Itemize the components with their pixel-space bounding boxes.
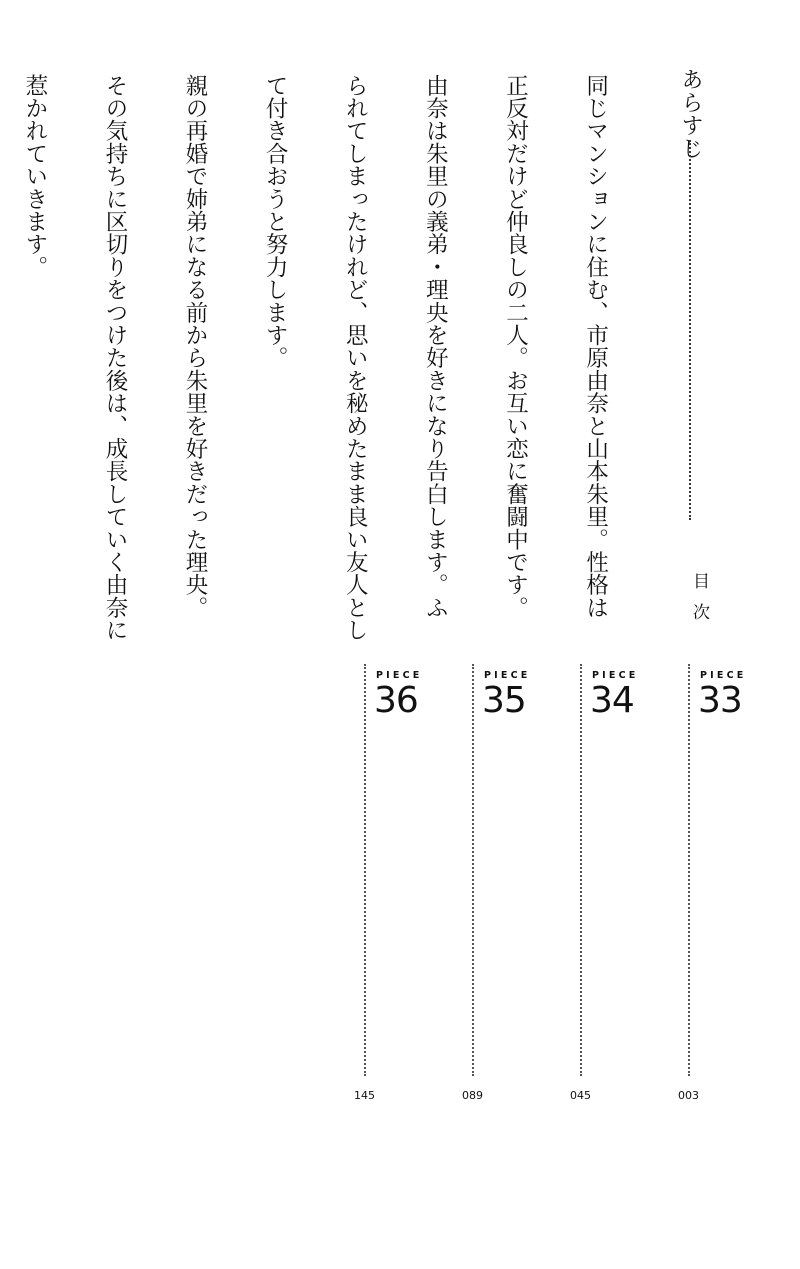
toc-entry-piece-35[interactable] bbox=[462, 664, 582, 1104]
toc-entry-piece-36[interactable] bbox=[354, 664, 474, 1104]
toc-page-number: 145 bbox=[354, 1089, 375, 1102]
toc-entry-piece-33[interactable] bbox=[678, 664, 798, 1104]
synopsis-line: 親の再婚で姉弟になる前から朱里を好きだった理央。 bbox=[182, 74, 209, 619]
toc-piece-number: 33 bbox=[698, 680, 742, 721]
synopsis-line: 由奈は朱里の義弟・理央を好きになり告白します。ふ bbox=[422, 74, 449, 619]
synopsis-line: て付き合おうと努力します。 bbox=[262, 74, 289, 370]
synopsis-divider bbox=[689, 140, 691, 520]
toc-piece-label: PIECE bbox=[592, 670, 639, 681]
synopsis-line: 惹かれていきます。 bbox=[21, 74, 48, 279]
toc-piece-label: PIECE bbox=[376, 670, 423, 681]
toc-piece-number: 34 bbox=[590, 680, 634, 721]
synopsis-line: 同じマンションに住む、市原由奈と山本朱里。性格は bbox=[582, 74, 609, 619]
toc-page-number: 089 bbox=[462, 1089, 483, 1102]
synopsis-line: られてしまったけれど、思いを秘めたまま良い友人とし bbox=[342, 74, 369, 642]
toc-entry-piece-34[interactable] bbox=[570, 664, 690, 1104]
synopsis-body bbox=[0, 74, 662, 642]
synopsis-title: あらすじ bbox=[678, 68, 703, 160]
toc-piece-label: PIECE bbox=[484, 670, 531, 681]
synopsis-line: 正反対だけど仲良しの二人。お互い恋に奮闘中です。 bbox=[502, 74, 529, 619]
toc-piece-number: 35 bbox=[482, 680, 526, 721]
toc-piece-label: PIECE bbox=[700, 670, 747, 681]
toc-page-number: 003 bbox=[678, 1089, 699, 1102]
toc-title: 目次 bbox=[689, 572, 709, 634]
synopsis-line: その気持ちに区切りをつけた後は、成長していく由奈に bbox=[101, 74, 128, 642]
toc-page-number: 045 bbox=[570, 1089, 591, 1102]
toc-piece-number: 36 bbox=[374, 680, 418, 721]
toc-dotted-rule bbox=[364, 664, 366, 1076]
